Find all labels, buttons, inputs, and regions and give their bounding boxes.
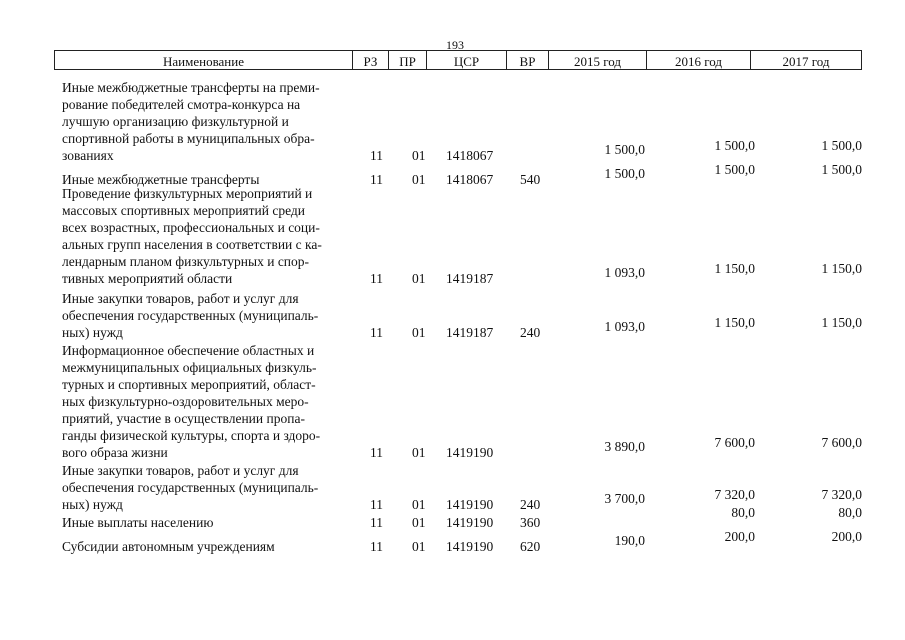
cell-csr: 1419190 [446, 539, 494, 554]
row-name-line: Иные выплаты населению [62, 515, 214, 530]
cell-rz: 11 [370, 172, 383, 187]
cell-csr: 1419187 [446, 271, 494, 286]
cell-y2016: 200,0 [724, 529, 755, 544]
header-csr: ЦСР [426, 50, 506, 70]
row-name-line: вого образа жизни [62, 445, 168, 460]
row-name-line: обеспечения государственных (муниципаль- [62, 308, 319, 323]
cell-y2017: 200,0 [831, 529, 862, 544]
cell-pr: 01 [412, 325, 426, 340]
cell-rz: 11 [370, 515, 383, 530]
header-2015: 2015 год [548, 50, 646, 70]
row-name [62, 342, 352, 461]
cell-csr: 1418067 [446, 172, 494, 187]
cell-pr: 01 [412, 539, 426, 554]
cell-pr: 01 [412, 271, 426, 286]
row-name-line: Проведение физкультурных мероприятий и [62, 186, 313, 201]
row-name-line: Иные закупки товаров, работ и услуг для [62, 291, 299, 306]
cell-y2015: 1 500,0 [604, 166, 645, 181]
cell-rz: 11 [370, 325, 383, 340]
cell-csr: 1419190 [446, 445, 494, 460]
row-name-line: Иные закупки товаров, работ и услуг для [62, 463, 299, 478]
header-rz: РЗ [352, 50, 388, 70]
row-name-line: Иные межбюджетные трансферты [62, 172, 260, 187]
row-name [62, 514, 352, 531]
row-name-line: ных) нужд [62, 325, 123, 340]
row-name-line: лендарным планом физкультурных и спор- [62, 254, 310, 269]
cell-y2016: 1 500,0 [714, 138, 755, 153]
header-name: Наименование [54, 50, 352, 70]
cell-vr: 540 [520, 172, 541, 187]
cell-pr: 01 [412, 515, 426, 530]
cell-y2017: 7 320,0 [821, 487, 862, 502]
row-name-line: всех возрастных, профессиональных и соци- [62, 220, 320, 235]
row-name [62, 185, 352, 287]
cell-vr: 240 [520, 497, 541, 512]
row-name [62, 538, 352, 555]
row-name-line: альных групп населения в соответствии с ка- [62, 237, 322, 252]
cell-y2017: 1 150,0 [821, 315, 862, 330]
cell-y2017: 1 150,0 [821, 261, 862, 276]
cell-csr: 1418067 [446, 148, 494, 163]
cell-pr: 01 [412, 148, 426, 163]
row-name-line: ных физкультурно-оздоровительных меро- [62, 394, 309, 409]
cell-vr: 620 [520, 539, 541, 554]
row-name-line: приятий, участие в осуществлении пропа- [62, 411, 305, 426]
row-name-line: тивных мероприятий области [62, 271, 233, 286]
cell-rz: 11 [370, 148, 383, 163]
cell-y2016: 80,0 [731, 505, 755, 520]
cell-y2015: 1 093,0 [604, 265, 645, 280]
header-pr: ПР [388, 50, 426, 70]
cell-csr: 1419190 [446, 515, 494, 530]
cell-y2016: 1 500,0 [714, 162, 755, 177]
row-name-line: Субсидии автономным учреждениям [62, 539, 275, 554]
table-header [54, 50, 862, 70]
cell-pr: 01 [412, 497, 426, 512]
header-2017: 2017 год [750, 50, 862, 70]
cell-y2016: 7 600,0 [714, 435, 755, 450]
cell-rz: 11 [370, 271, 383, 286]
row-name-line: Информационное обеспечение областных и [62, 343, 315, 358]
cell-y2016: 1 150,0 [714, 261, 755, 276]
cell-pr: 01 [412, 445, 426, 460]
cell-y2017: 1 500,0 [821, 138, 862, 153]
cell-pr: 01 [412, 172, 426, 187]
cell-y2015: 3 890,0 [604, 439, 645, 454]
cell-rz: 11 [370, 539, 383, 554]
page-number: 193 [446, 38, 464, 52]
row-name-line: ганды физической культуры, спорта и здоро- [62, 428, 321, 443]
header-2016: 2016 год [646, 50, 750, 70]
cell-y2017: 1 500,0 [821, 162, 862, 177]
row-name-line: Иные межбюджетные трансферты на преми- [62, 80, 320, 95]
cell-vr: 360 [520, 515, 541, 530]
cell-y2017: 7 600,0 [821, 435, 862, 450]
row-name-line: обеспечения государственных (муниципаль- [62, 480, 319, 495]
cell-csr: 1419190 [446, 497, 494, 512]
row-name [62, 79, 352, 164]
row-name-line: ных) нужд [62, 497, 123, 512]
cell-rz: 11 [370, 445, 383, 460]
cell-y2015: 1 093,0 [604, 319, 645, 334]
row-name-line: рование победителей смотра-конкурса на [62, 97, 301, 112]
row-name-line: спортивной работы в муниципальных обра- [62, 131, 315, 146]
cell-y2015: 3 700,0 [604, 491, 645, 506]
cell-y2015: 190,0 [614, 533, 645, 548]
cell-y2015: 1 500,0 [604, 142, 645, 157]
row-name [62, 290, 352, 341]
cell-y2016: 7 320,0 [714, 487, 755, 502]
row-name-line: лучшую организацию физкультурной и [62, 114, 289, 129]
cell-vr: 240 [520, 325, 541, 340]
row-name-line: турных и спортивных мероприятий, област- [62, 377, 316, 392]
cell-rz: 11 [370, 497, 383, 512]
header-vr: ВР [506, 50, 548, 70]
row-name-line: массовых спортивных мероприятий среди [62, 203, 306, 218]
cell-y2017: 80,0 [838, 505, 862, 520]
row-name [62, 462, 352, 513]
row-name-line: межмуниципальных официальных физкуль- [62, 360, 317, 375]
row-name-line: зованиях [62, 148, 114, 163]
cell-y2016: 1 150,0 [714, 315, 755, 330]
cell-csr: 1419187 [446, 325, 494, 340]
